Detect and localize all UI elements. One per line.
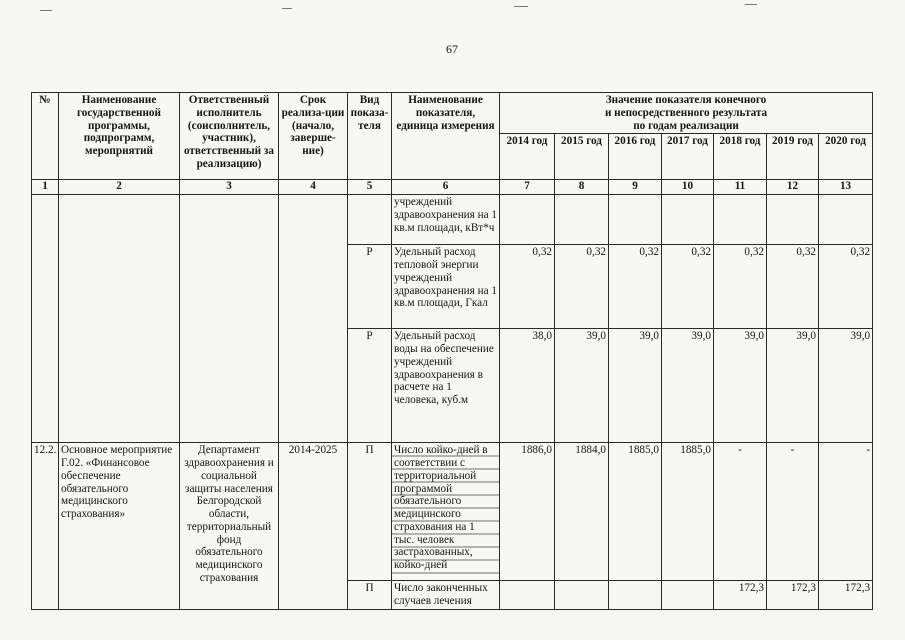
- row-value: 1885,0: [609, 443, 662, 581]
- column-number: 6: [392, 180, 500, 195]
- row-type: [348, 195, 392, 245]
- row-type: П: [348, 443, 392, 581]
- row-value: 1885,0: [662, 443, 714, 581]
- row-value: -: [819, 443, 873, 581]
- header-values-line-1: Значение показателя конечного: [605, 94, 767, 106]
- header-year: 2019 год: [767, 134, 819, 180]
- header-num: №: [32, 93, 59, 180]
- row-program-name: Основное мероприятие Г.02. «Финансовое обеспечение обязательного медицинского страхования»: [59, 443, 180, 610]
- row-value: 172,3: [767, 581, 819, 610]
- table-row: [32, 195, 873, 245]
- column-number: 12: [767, 180, 819, 195]
- row-value: [500, 581, 555, 610]
- header-year: 2017 год: [662, 134, 714, 180]
- row-value: 0,32: [662, 245, 714, 329]
- table-row: [32, 443, 873, 581]
- row-value: 39,0: [767, 329, 819, 443]
- column-number: 2: [59, 180, 180, 195]
- row-value: 39,0: [662, 329, 714, 443]
- row-value: [500, 195, 555, 245]
- row-value: [714, 195, 767, 245]
- row-type: Р: [348, 245, 392, 329]
- header-executor: Ответственный исполнитель (соисполнитель, участник), ответственный за реализацию): [180, 93, 279, 180]
- column-number: 13: [819, 180, 873, 195]
- row-indicator-name: учреждений здравоохранения на 1 кв.м площади, кВт*ч: [392, 195, 500, 245]
- row-value: [609, 195, 662, 245]
- row-indicator-name: Удельный расход тепловой энергии учреждений здравоохранения на 1 кв.м площади, Гкал: [392, 245, 500, 329]
- row-value: 0,32: [819, 245, 873, 329]
- row-value: [609, 581, 662, 610]
- scan-mark: [282, 8, 292, 9]
- header-values-group: [500, 93, 873, 134]
- column-number: 5: [348, 180, 392, 195]
- header-indicator-name: Наименование показателя, единица измерения: [392, 93, 500, 180]
- header-year: 2015 год: [555, 134, 609, 180]
- row-value: 172,3: [819, 581, 873, 610]
- indicators-table: [31, 92, 873, 610]
- row-indicator-name: Число койко-дней в соответствии с территориальной программой обязательного медицинского страхования на 1 тыс. человек застрахованных, койко-дней: [392, 443, 500, 581]
- row-value: [767, 195, 819, 245]
- row-value: 1886,0: [500, 443, 555, 581]
- row-indicator-name: Удельный расход воды на обеспечение учреждений здравоохранения в расчете на 1 человека, куб.м: [392, 329, 500, 443]
- row-executor: Департамент здравоохранения и социальной защиты населения Белгородской области, территориальный фонд обязательного медицинского страхования: [180, 443, 279, 610]
- column-number: 7: [500, 180, 555, 195]
- column-number: 8: [555, 180, 609, 195]
- header-year: 2018 год: [714, 134, 767, 180]
- page-number: 67: [446, 42, 458, 56]
- row-value: 38,0: [500, 329, 555, 443]
- row-value: [555, 195, 609, 245]
- header-period: Срок реализа-ции (начало, заверше-ние): [279, 93, 348, 180]
- row-executor-cell: [180, 195, 279, 443]
- column-number: 9: [609, 180, 662, 195]
- row-value: -: [714, 443, 767, 581]
- header-year: 2014 год: [500, 134, 555, 180]
- scan-mark: [40, 10, 52, 11]
- row-num: 12.2.: [32, 443, 59, 610]
- column-number: 10: [662, 180, 714, 195]
- row-value: [662, 195, 714, 245]
- column-number: 3: [180, 180, 279, 195]
- row-value: 39,0: [714, 329, 767, 443]
- row-num-cell: [32, 195, 59, 443]
- row-value: -: [767, 443, 819, 581]
- header-values-line-2: и непосредственного результата: [604, 106, 768, 119]
- column-numbers-row: [32, 180, 873, 195]
- row-period: 2014-2025: [279, 443, 348, 610]
- row-value: 1884,0: [555, 443, 609, 581]
- column-number: 4: [279, 180, 348, 195]
- scan-mark: [514, 6, 528, 7]
- row-value: [819, 195, 873, 245]
- row-type: Р: [348, 329, 392, 443]
- row-value: 0,32: [767, 245, 819, 329]
- header-program-name: Наименование государственной программы, подпрограмм, мероприятий: [59, 93, 180, 180]
- row-program-cell: [59, 195, 180, 443]
- row-indicator-name: Число законченных случаев лечения: [392, 581, 500, 610]
- header-row: [32, 93, 873, 134]
- row-value: 0,32: [714, 245, 767, 329]
- row-value: 0,32: [500, 245, 555, 329]
- header-year: 2016 год: [609, 134, 662, 180]
- row-value: 0,32: [555, 245, 609, 329]
- scan-mark: [745, 4, 757, 5]
- row-type: П: [348, 581, 392, 610]
- row-value: 39,0: [819, 329, 873, 443]
- header-indicator-type: Вид показа-теля: [348, 93, 392, 180]
- row-value: 0,32: [609, 245, 662, 329]
- row-value: [555, 581, 609, 610]
- row-value: [662, 581, 714, 610]
- header-year: 2020 год: [819, 134, 873, 180]
- column-number: 1: [32, 180, 59, 195]
- row-value: 39,0: [609, 329, 662, 443]
- header-values-line-3: по годам реализации: [633, 119, 739, 132]
- row-period-cell: [279, 195, 348, 443]
- row-value: 172,3: [714, 581, 767, 610]
- row-value: 39,0: [555, 329, 609, 443]
- column-number: 11: [714, 180, 767, 195]
